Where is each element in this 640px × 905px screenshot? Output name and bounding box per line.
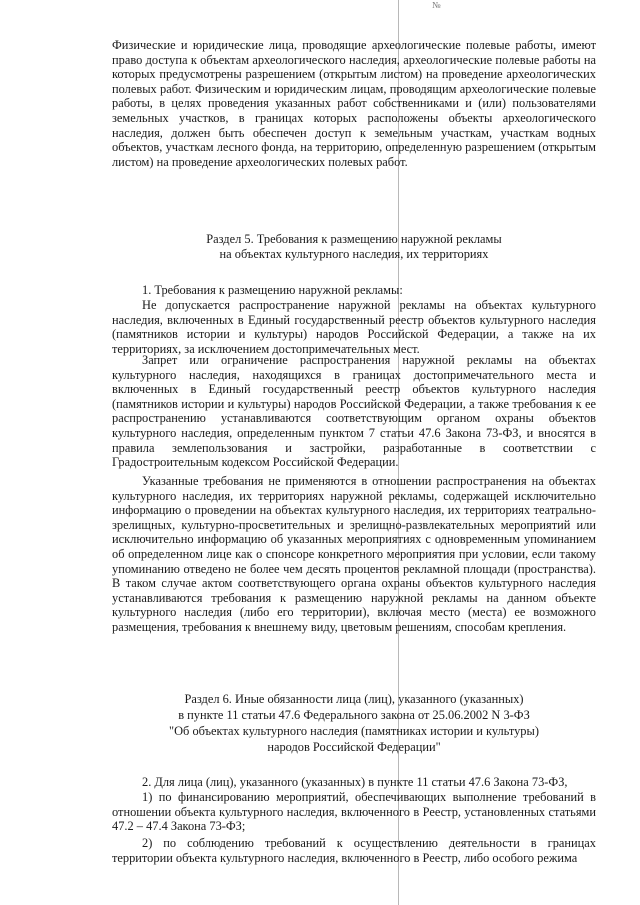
paragraph-item-2-1: 1) по финансированию мероприятий, обеспечивающих выполнение требований в отношении объекта культурного наследия, включенного в Реестр, установленных статьями 47.2 – 47.4 Закона 73-ФЗ; (112, 790, 596, 834)
section-6-title-line-1: Раздел 6. Иные обязанности лица (лиц), указанного (указанных) (184, 692, 524, 706)
paragraph-advertising-ban: Не допускается распространение наружной рекламы на объектах культурного наследия, включенных в Единый государственный реестр объектов культурного наследия (памятников истории и культуры) народов Российской Федерации, а также на их территориях, за исключением достопримечательных мест. (112, 298, 596, 356)
paragraph-requirements-exceptions: Указанные требования не применяются в отношении распространения на объектах культурного наследия, их территориях наружной рекламы, содержащей исключительно информацию о проведении на объектах культурного наследия, их территориях театрально-зрелищных, культурно-просветительных и зрелищно-развлекательных мероприятий или исключительно информацию об указанных мероприятиях с одновременным упоминанием об определенном лице как о спонсоре конкретного мероприятия при условии, если такому упоминанию отведено не более чем десять процентов рекламной площади (пространства). В таком случае актом соответствующего органа охраны объектов культурного наследия устанавливаются требования к размещению наружной рекламы на данном объекте культурного наследия (либо его территории), включая место (места) ее возможного размещения, требования к внешнему виду, цветовым решениям, способам крепления. (112, 474, 596, 634)
paragraph-archaeology-access: Физические и юридические лица, проводящие археологические полевые работы, имеют право доступа к объектам археологического наследия, археологические полевые работы на которых предусмотрены разрешением (открытым листом) на проведение археологических полевых работ. Физическим и юридическим лицам, проводящим археологические полевые работы, в целях проведения указанных работ собственниками и (или) пользователями земельных участков, в границах которых расположены объекты археологического наследия, должен быть обеспечен доступ к земельным участкам, участкам водных объектов, участкам лесного фонда, на территорию, определенную разрешением (открытым листом) на проведение археологических полевых работ. (112, 38, 596, 169)
section-6-title-line-4: народов Российской Федерации" (267, 740, 441, 754)
section-5-title-line-1: Раздел 5. Требования к размещению наружной рекламы (206, 232, 502, 246)
paragraph-item-2-2: 2) по соблюдению требований к осуществлению деятельности в границах территории объекта культурного наследия, включенного в Реестр, либо особого режима (112, 836, 596, 865)
section-5-subheading: 1. Требования к размещению наружной рекламы: (142, 283, 403, 297)
section-5-title-line-2: на объектах культурного наследия, их территориях (219, 247, 489, 261)
paragraph-item-2: 2. Для лица (лиц), указанного (указанных) в пункте 11 статьи 47.6 Закона 73-ФЗ, (142, 775, 568, 789)
section-6-title-line-2: в пункте 11 статьи 47.6 Федерального закона от 25.06.2002 N 3-ФЗ (178, 708, 530, 722)
section-6-title-line-3: "Об объектах культурного наследия (памятниках истории и культуры) (169, 724, 539, 738)
page-number: № (432, 0, 441, 10)
paragraph-advertising-restriction: Запрет или ограничение распространения наружной рекламы на объектах культурного наследия, находящихся в границах достопримечательного места и включенных в Единый государственный реестр объектов культурного наследия (памятников истории и культуры) народов Российской Федерации, а также требования к ее распространению устанавливаются соответствующим органом охраны объектов культурного наследия, определенным пунктом 7 статьи 47.6 Закона 73-ФЗ, и вносятся в правила землепользования и застройки, разработанные в соответствии с Градостроительным кодексом Российской Федерации. (112, 353, 596, 470)
